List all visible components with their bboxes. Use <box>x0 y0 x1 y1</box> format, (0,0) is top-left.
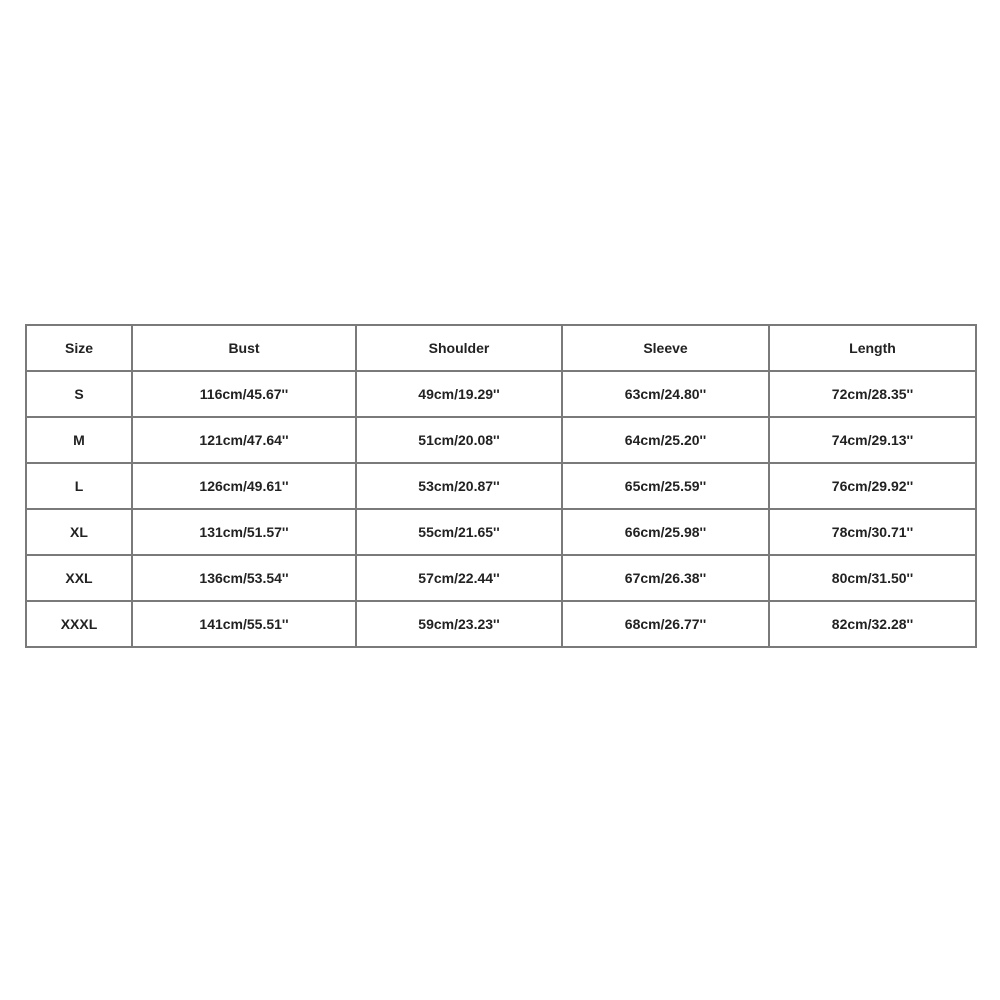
cell-bust: 136cm/53.54'' <box>132 555 356 601</box>
cell-size: S <box>26 371 132 417</box>
cell-size: L <box>26 463 132 509</box>
cell-sleeve: 68cm/26.77'' <box>562 601 769 647</box>
header-size: Size <box>26 325 132 371</box>
cell-bust: 126cm/49.61'' <box>132 463 356 509</box>
cell-length: 80cm/31.50'' <box>769 555 976 601</box>
cell-length: 76cm/29.92'' <box>769 463 976 509</box>
cell-shoulder: 51cm/20.08'' <box>356 417 562 463</box>
cell-size: XL <box>26 509 132 555</box>
cell-size: XXXL <box>26 601 132 647</box>
table-row <box>26 371 976 417</box>
cell-sleeve: 66cm/25.98'' <box>562 509 769 555</box>
cell-shoulder: 57cm/22.44'' <box>356 555 562 601</box>
header-shoulder: Shoulder <box>356 325 562 371</box>
cell-shoulder: 55cm/21.65'' <box>356 509 562 555</box>
cell-length: 74cm/29.13'' <box>769 417 976 463</box>
cell-shoulder: 53cm/20.87'' <box>356 463 562 509</box>
cell-bust: 116cm/45.67'' <box>132 371 356 417</box>
cell-sleeve: 65cm/25.59'' <box>562 463 769 509</box>
cell-sleeve: 63cm/24.80'' <box>562 371 769 417</box>
cell-bust: 131cm/51.57'' <box>132 509 356 555</box>
cell-shoulder: 59cm/23.23'' <box>356 601 562 647</box>
cell-size: XXL <box>26 555 132 601</box>
cell-length: 78cm/30.71'' <box>769 509 976 555</box>
cell-bust: 121cm/47.64'' <box>132 417 356 463</box>
table-row <box>26 509 976 555</box>
header-row <box>26 325 976 371</box>
cell-bust: 141cm/55.51'' <box>132 601 356 647</box>
cell-sleeve: 64cm/25.20'' <box>562 417 769 463</box>
table-row <box>26 601 976 647</box>
cell-sleeve: 67cm/26.38'' <box>562 555 769 601</box>
table-row <box>26 417 976 463</box>
cell-shoulder: 49cm/19.29'' <box>356 371 562 417</box>
table-row <box>26 555 976 601</box>
header-sleeve: Sleeve <box>562 325 769 371</box>
cell-length: 72cm/28.35'' <box>769 371 976 417</box>
size-chart-table <box>25 324 977 648</box>
header-length: Length <box>769 325 976 371</box>
cell-length: 82cm/32.28'' <box>769 601 976 647</box>
header-bust: Bust <box>132 325 356 371</box>
table-row <box>26 463 976 509</box>
cell-size: M <box>26 417 132 463</box>
